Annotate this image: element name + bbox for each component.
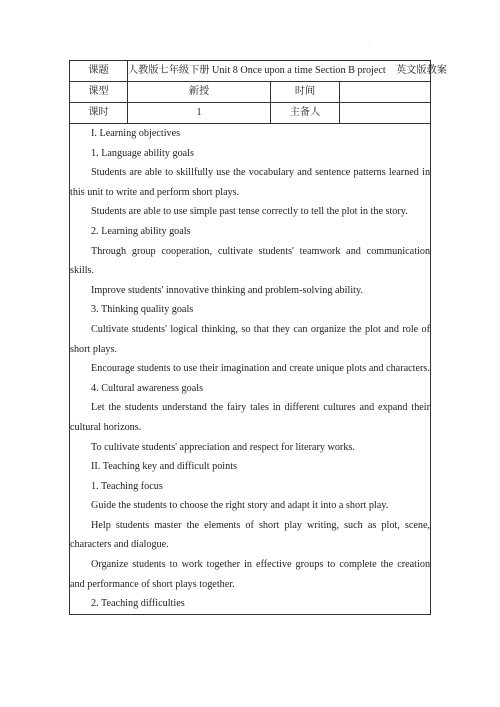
preparer-value: [340, 103, 431, 124]
topic-label: 课题: [70, 61, 128, 82]
content-paragraph: 1. Teaching focus: [91, 480, 163, 492]
content-paragraph: Let the students understand the fairy tales in different cultures and expand their cultural horizons.: [70, 402, 431, 433]
lesson-plan-table: [69, 60, 447, 615]
content-paragraph: Through group cooperation, cultivate students' teamwork and communication skills.: [70, 245, 431, 277]
content-paragraph: Improve students' innovative thinking and problem-solving ability.: [91, 284, 363, 296]
preparer-label: 主备人: [271, 103, 340, 124]
period-label: 课时: [70, 103, 128, 124]
body-cell: [70, 124, 431, 615]
content-paragraph: Guide the students to choose the right story and adapt it into a short play.: [91, 500, 389, 512]
content-paragraph: I. Learning objectives: [91, 128, 181, 139]
content-paragraph: 4. Cultural awareness goals: [91, 382, 204, 394]
lesson-content: [70, 124, 430, 614]
content-paragraph: Students are able to use simple past tense correctly to tell the plot in the story.: [91, 206, 408, 218]
content-paragraph: 1. Language ability goals: [91, 147, 194, 159]
content-paragraph: Encourage students to use their imagination and create unique plots and characters.: [91, 363, 430, 375]
content-paragraph: Help students master the elements of short play writing, such as plot, scene, characters and dialogue.: [70, 519, 431, 551]
row-topic: [70, 61, 431, 82]
content-paragraph: II. Teaching key and difficult points: [91, 461, 238, 473]
time-value: [340, 82, 431, 103]
content-paragraph: Students are able to skillfully use the vocabulary and sentence patterns learned in this unit to write and perform short plays.: [70, 167, 431, 198]
content-paragraph: To cultivate students' appreciation and respect for literary works.: [91, 441, 355, 453]
content-paragraph: Organize students to work together in effective groups to complete the creation and performance of short plays together.: [70, 559, 431, 590]
period-value: 1: [128, 103, 271, 124]
content-paragraph: 2. Learning ability goals: [91, 225, 191, 237]
row-body: [70, 124, 431, 615]
topic-value: 人教版七年级下册 Unit 8 Once upon a time Section B project 英文版教案: [128, 61, 431, 82]
corner-mark: ·: [368, 41, 370, 47]
lesson-type-value: 新授: [128, 82, 271, 103]
lesson-type-label: 课型: [70, 82, 128, 103]
time-label: 时间: [271, 82, 340, 103]
content-paragraph: 2. Teaching difficulties: [91, 598, 185, 610]
row-lesson-type: [70, 82, 431, 103]
content-paragraph: Cultivate students' logical thinking, so that they can organize the plot and role of short plays.: [70, 323, 431, 355]
row-period: [70, 103, 431, 124]
content-paragraph: 3. Thinking quality goals: [91, 304, 194, 316]
